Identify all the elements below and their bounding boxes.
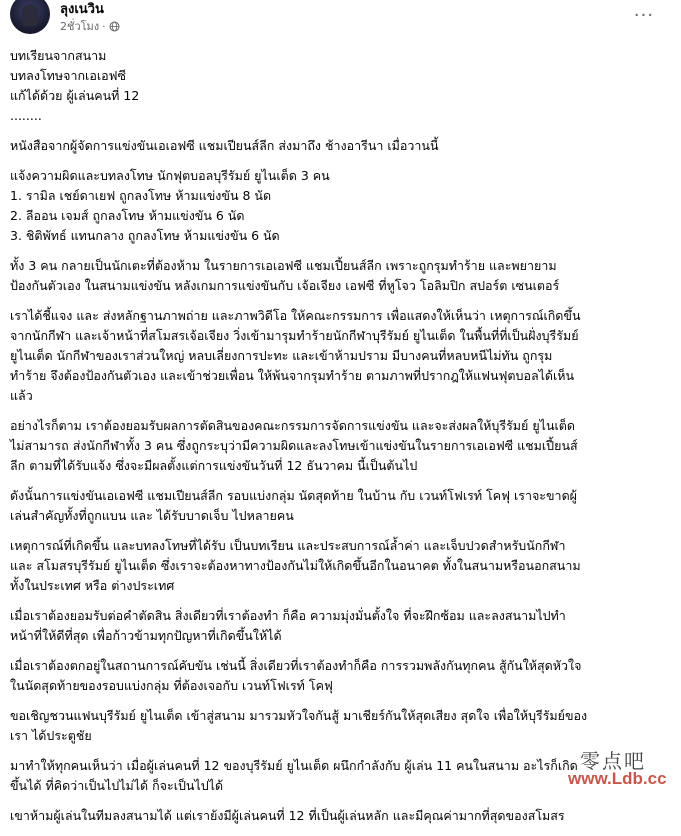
post-text-line: เมื่อเราต้องยอมรับต่อคำตัดสิน สิ่งเดียวที่เราต้องทำ ก็คือ ความมุ่งมั่นตั้งใจ ที่จะฝึกซ้อม และลงสนามไปทำ [10, 608, 566, 623]
post-text-line: 3. ชิติพัทธ์ แทนกลาง ถูกลงโทษ ห้ามแข่งขัน 6 นัด [10, 228, 280, 243]
post-text-line: แจ้งความผิดและบทลงโทษ นักฟุตบอลบุรีรัมย์ ยูไนเต็ด 3 คน [10, 168, 330, 183]
post-text-line: บทลงโทษจากเอเอฟซี [10, 68, 126, 83]
post-text-line: เราได้ชี้แจง และ ส่งหลักฐานภาพถ่าย และภาพวิดีโอ ให้คณะกรรมการ เพื่อแสดงให้เห็นว่า เหตุการณ์เกิดขึ้น [10, 308, 581, 323]
post-text-line: ขึ้นได้ ที่คิดว่าเป็นไปไม่ได้ ก็จะเป็นไปได้ [10, 778, 224, 793]
more-icon: ··· [633, 4, 655, 26]
post-text-line: เขาห้ามผู้เล่นในทีมลงสนามได้ แต่เราย้งมีผู้เล่นคนที่ 12 ที่เป็นผู้เล่นหลัก และมีคุณค่ามากที่สุดของสโมสร [10, 808, 565, 823]
post-time[interactable]: 2ชั่วโมง [60, 20, 100, 33]
post-text-line: ลีก ตามที่ได้รับแจ้ง ซึ่งจะมีผลตั้งแต่การแข่งขันวันที่ 12 ธันวาคม นี้เป็นต้นไป [10, 458, 418, 473]
post-text-line: หน้าที่ให้ดีที่สุด เพื่อก้าวข้ามทุกปัญหาที่เกิดขึ้นให้ได้ [10, 628, 282, 643]
post-paragraph [10, 486, 674, 526]
post-paragraph [10, 656, 674, 696]
globe-icon [109, 21, 120, 32]
post-text-line: 1. รามิล เชย์ดาเยฟ ถูกลงโทษ ห้ามแข่งขัน 8 นัด [10, 188, 272, 203]
post-paragraph [10, 706, 674, 746]
post-paragraph [10, 306, 674, 406]
post-text-line: เมื่อเราต้องตกอยู่ในสถานการณ์คับขัน เช่นนี้ สิ่งเดียวที่เราต้องทำก็คือ การรวมพลังกันทุกคน สู้กันให้สุดหัวใจ [10, 658, 582, 673]
post-text-line: เล่นสำคัญทั้งที่ถูกแบน และ ได้รับบาดเจ็บ ไปหลายคน [10, 508, 294, 523]
post-body [10, 46, 674, 836]
post-text-line: ไม่สามารถ ส่งนักกีฬาทั้ง 3 คน ซึ่งถูกระบุว่ามีความผิดและลงโทษเข้าแข่งขันในรายการเอเอฟซี แชมเปี้ยนส์ [10, 438, 578, 453]
post-text-line: ........ [10, 108, 42, 123]
author-name[interactable]: ลุงเนวิน [60, 2, 104, 17]
post-text-line: ดังนั้นการแข่งขันเอเอฟซี แชมเปียนส์ลีก รอบแบ่งกลุ่ม นัดสุดท้าย ในบ้าน กับ เวนท์โฟเรท์ โคฟุ เราจะขาดผู้ [10, 488, 578, 503]
post-text-line: แก้ได้ด้วย ผู้เล่นคนที่ 12 [10, 88, 140, 103]
post-text-line: ทั้งในประเทศ หรือ ต่างประเทศ [10, 578, 175, 593]
post-meta [60, 17, 120, 35]
post-paragraph [10, 606, 674, 646]
post-paragraph [10, 256, 674, 296]
post-paragraph [10, 166, 674, 246]
watermark-logo-text: 零点吧 [580, 749, 646, 773]
post-text-line: เรา ได้ประตูชัย [10, 728, 92, 743]
post-text-line: ขอเชิญชวนแฟนบุรีรัมย์ ยูไนเต็ด เข้าสู่สนาม มารวมหัวใจกันสู้ มาเชียร์กันให้สุดเสียง สุดใจ เพื่อให้บุรีรัมย์ของ [10, 708, 588, 723]
post-paragraph [10, 136, 674, 156]
post-paragraph [10, 806, 674, 826]
post-text-line: ป้องกันตัวเอง ในสนามแข่งขัน หลังเกมการแข่งขันกับ เจ้อเจียง เอฟซี ที่หูโจว โอลิมปิก สปอร์ต เซนเตอร์ [10, 278, 560, 293]
post-paragraph [10, 416, 674, 476]
post-text-line: มาทำให้ทุกคนเห็นว่า เมื่อผู้เล่นคนที่ 12 ของบุรีรัมย์ ยูไนเต็ด ผนึกกำลังกับ ผู้เล่น 11 คนในสนาม อะไรก็เกิด [10, 758, 578, 773]
post-text-line: ยูไนเต็ด นักกีฬาของเราส่วนใหญ่ หลบเลี่ยงการปะทะ และเข้าห้ามปราม มีบางคนที่หลบหนีไม่ทัน ถูกรุม [10, 348, 553, 363]
post-text-line: และ สโมสรบุรีรัมย์ ยูไนเต็ด ซึ่งเราจะต้องหาทางป้องกันไม่ให้เกิดขึ้นอีกในอนาคต ทั้งในสนามหรือนอกสนาม [10, 558, 581, 573]
watermark [560, 745, 680, 793]
more-options-button[interactable] [629, 0, 659, 30]
post-text-line: ในนัดสุดท้ายของรอบแบ่งกลุ่ม ที่ต้องเจอกับ เวนท์โฟเรท์ โคฟุ [10, 678, 333, 693]
post-text-line: ทำร้าย จึงต้องป้องกันตัวเอง และเข้าช่วยเพื่อน ให้พ้นจากรุมทำร้าย ตามภาพที่ปรากฎให้แฟนฟุตบอลได้เห็น [10, 368, 575, 383]
dot-separator: · [102, 19, 106, 33]
post-text-line: เหตุการณ์ที่เกิดขึ้น และบทลงโทษที่ได้รับ เป็นบทเรียน และประสบการณ์ล้ำค่า และเจ็บปวดสำหรับนักกีฬา [10, 538, 566, 553]
post-text-line: ทั้ง 3 คน กลายเป็นนักเตะที่ต้องห้าม ในรายการเอเอฟซี แชมเปี้ยนส์ลีก เพราะถูกรุมทำร้าย และพยายาม [10, 258, 557, 273]
post-text-line: แล้ว [10, 388, 33, 403]
post-header [0, 0, 681, 40]
post-paragraph [10, 536, 674, 596]
author-avatar[interactable] [10, 0, 50, 34]
watermark-url: www.Ldb.cc [568, 769, 667, 788]
post-text-line: อย่างไรก็ตาม เราต้องยอมรับผลการตัดสินของคณะกรรมการจัดการแข่งขัน และจะส่งผลให้บุรีรัมย์ ยูไนเต็ด [10, 418, 575, 433]
post-paragraph [10, 46, 674, 126]
post-text-line: จากนักกีฬา และเจ้าหน้าที่สโมสรเจ้อเจียง วิ่งเข้ามารุมทำร้ายนักกีฬาบุรีรัมย์ ยูไนเต็ด ในพื้นที่ที่เป็นฝั่งบุรีรัมย์ [10, 328, 579, 343]
post-text-line: หนังสือจากผู้จัดการแข่งขันเอเอฟซี แชมเปียนส์ลีก ส่งมาถึง ช้างอารีนา เมื่อวานนี้ [10, 138, 439, 153]
post-text-line: 2. ลีออน เจมส์ ถูกลงโทษ ห้ามแข่งขัน 6 นัด [10, 208, 245, 223]
post-text-line: บทเรียนจากสนาม [10, 48, 107, 63]
